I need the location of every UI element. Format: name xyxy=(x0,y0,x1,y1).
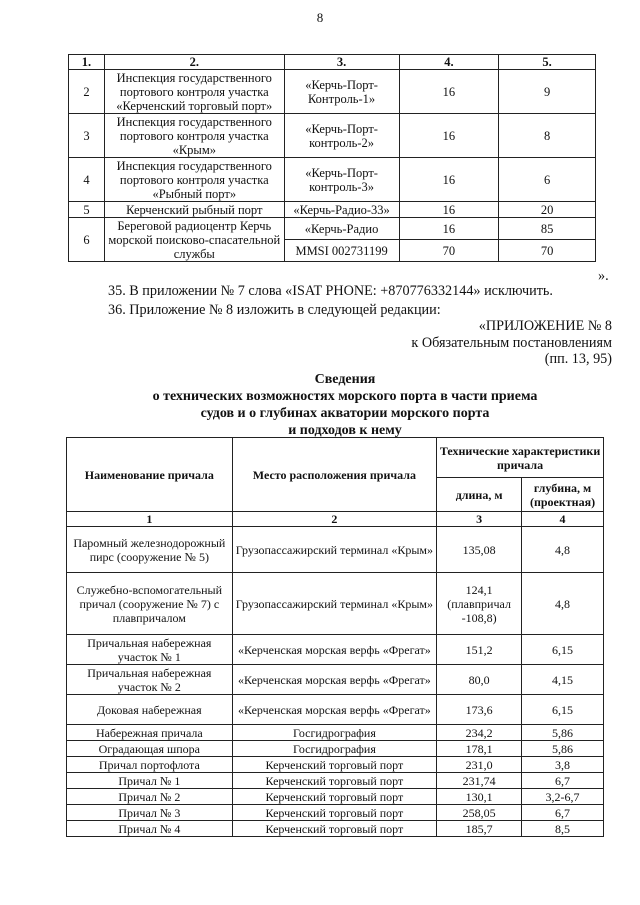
radio-callsign-table xyxy=(68,54,596,262)
berth-depth: 3,8 xyxy=(522,757,604,773)
column-header: 3. xyxy=(284,55,399,70)
berth-depth: 3,2-6,7 xyxy=(522,789,604,805)
berth-name: Причал № 1 xyxy=(67,773,233,789)
berth-length: 178,1 xyxy=(437,741,522,757)
berth-depth: 6,15 xyxy=(522,635,604,665)
mmsi: MMSI 002731199 xyxy=(284,240,399,262)
berth-location: «Керченская морская верфь «Фрегат» xyxy=(232,665,436,695)
berth-length: 130,1 xyxy=(437,789,522,805)
berth-location: Госгидрография xyxy=(232,725,436,741)
paragraph-36: 36. Приложение № 8 изложить в следующей редакции: xyxy=(108,302,441,318)
berth-name: Служебно-вспомогательный причал (сооружение № 7) с плавпричалом xyxy=(67,573,233,635)
organization-name: Береговой радиоцентр Керчь морской поисково-спасательной службы xyxy=(104,218,284,262)
column-header-location: Место расположения причала xyxy=(232,438,436,512)
berth-name: Причальная набережная участок № 1 xyxy=(67,635,233,665)
berth-location: Госгидрография xyxy=(232,741,436,757)
column-header: 5. xyxy=(499,55,596,70)
cell-value: 16 xyxy=(399,114,499,158)
cell-value: 16 xyxy=(399,218,499,240)
document-subheading: и подходов к нему xyxy=(288,423,402,438)
appendix-clauses: (пп. 13, 95) xyxy=(544,351,612,367)
cell-value: 16 xyxy=(399,70,499,114)
berth-length: 234,2 xyxy=(437,725,522,741)
table-row xyxy=(67,757,604,773)
table-row xyxy=(67,695,604,725)
row-number: 4 xyxy=(69,158,105,202)
berth-location: Керченский торговый порт xyxy=(232,773,436,789)
table-row xyxy=(67,665,604,695)
table-row xyxy=(67,527,604,573)
table-row xyxy=(67,635,604,665)
berth-location: Керченский торговый порт xyxy=(232,789,436,805)
berth-name: Оградающая шпора xyxy=(67,741,233,757)
document-heading: Сведения xyxy=(314,372,376,387)
berth-length: 135,08 xyxy=(437,527,522,573)
berth-length: 173,6 xyxy=(437,695,522,725)
berth-name: Причал № 2 xyxy=(67,789,233,805)
berth-length: 231,74 xyxy=(437,773,522,789)
row-number: 3 xyxy=(69,114,105,158)
berth-depth: 5,86 xyxy=(522,725,604,741)
berth-depth: 4,8 xyxy=(522,573,604,635)
column-header: 2. xyxy=(104,55,284,70)
cell-value: 70 xyxy=(399,240,499,262)
row-number: 6 xyxy=(69,218,105,262)
berth-name: Причальная набережная участок № 2 xyxy=(67,665,233,695)
appendix-reference: к Обязательным постановлениям xyxy=(411,335,612,351)
table-row xyxy=(69,114,596,158)
cell-value: 20 xyxy=(499,202,596,218)
page-number: 8 xyxy=(316,10,324,25)
column-header-tech: Технические характеристики причала xyxy=(437,438,604,478)
table-header-row xyxy=(67,438,604,478)
table-row xyxy=(67,821,604,837)
berth-length: 80,0 xyxy=(437,665,522,695)
berth-name: Причал портофлота xyxy=(67,757,233,773)
callsign: «Керчь-Радио xyxy=(284,218,399,240)
row-number: 2 xyxy=(69,70,105,114)
berth-location: Керченский торговый порт xyxy=(232,821,436,837)
berth-table xyxy=(66,437,604,837)
closing-quote: ». xyxy=(598,268,609,284)
berth-location: «Керченская морская верфь «Фрегат» xyxy=(232,635,436,665)
cell-value: 70 xyxy=(499,240,596,262)
berth-location: Керченский торговый порт xyxy=(232,805,436,821)
cell-value: 9 xyxy=(499,70,596,114)
berth-depth: 8,5 xyxy=(522,821,604,837)
berth-length: 151,2 xyxy=(437,635,522,665)
table-header-row xyxy=(69,55,596,70)
callsign: «Керчь-Порт-контроль-3» xyxy=(284,158,399,202)
berth-length: 258,05 xyxy=(437,805,522,821)
column-number: 1 xyxy=(67,512,233,527)
berth-location: Грузопассажирский терминал «Крым» xyxy=(232,573,436,635)
table-row xyxy=(67,789,604,805)
berth-location: Грузопассажирский терминал «Крым» xyxy=(232,527,436,573)
table-row xyxy=(69,218,596,240)
berth-depth: 4,15 xyxy=(522,665,604,695)
table-row xyxy=(67,773,604,789)
document-subheading: судов и о глубинах акватории морского порта xyxy=(200,406,490,421)
berth-location: Керченский торговый порт xyxy=(232,757,436,773)
berth-location: «Керченская морская верфь «Фрегат» xyxy=(232,695,436,725)
document-subheading: о технических возможностях морского порта в части приема xyxy=(152,389,538,404)
callsign: «Керчь-Радио-33» xyxy=(284,202,399,218)
column-number: 4 xyxy=(522,512,604,527)
cell-value: 16 xyxy=(399,158,499,202)
paragraph-35: 35. В приложении № 7 слова «ISAT PHONE: +870776332144» исключить. xyxy=(108,283,553,299)
organization-name: Инспекция государственного портового контроля участка «Керченский торговый порт» xyxy=(104,70,284,114)
column-header: 1. xyxy=(69,55,105,70)
organization-name: Инспекция государственного портового контроля участка «Крым» xyxy=(104,114,284,158)
callsign: «Керчь-Порт-Контроль-1» xyxy=(284,70,399,114)
organization-name: Инспекция государственного портового контроля участка «Рыбный порт» xyxy=(104,158,284,202)
berth-depth: 6,7 xyxy=(522,773,604,789)
berth-depth: 6,7 xyxy=(522,805,604,821)
table-row xyxy=(67,573,604,635)
berth-name: Доковая набережная xyxy=(67,695,233,725)
berth-name: Причал № 3 xyxy=(67,805,233,821)
callsign: «Керчь-Порт-контроль-2» xyxy=(284,114,399,158)
cell-value: 8 xyxy=(499,114,596,158)
berth-name: Набережная причала xyxy=(67,725,233,741)
column-numbers-row xyxy=(67,512,604,527)
table-row xyxy=(67,741,604,757)
berth-length: 231,0 xyxy=(437,757,522,773)
table-row xyxy=(69,158,596,202)
row-number: 5 xyxy=(69,202,105,218)
table-row xyxy=(69,202,596,218)
berth-name: Причал № 4 xyxy=(67,821,233,837)
table-row xyxy=(69,70,596,114)
berth-depth: 5,86 xyxy=(522,741,604,757)
berth-name: Паромный железнодорожный пирс (сооружение № 5) xyxy=(67,527,233,573)
berth-length: 124,1 (плавпричал -108,8) xyxy=(437,573,522,635)
berth-length: 185,7 xyxy=(437,821,522,837)
berth-depth: 4,8 xyxy=(522,527,604,573)
berth-depth: 6,15 xyxy=(522,695,604,725)
column-header-depth: глубина, м (проектная) xyxy=(522,478,604,512)
column-header: 4. xyxy=(399,55,499,70)
column-header-name: Наименование причала xyxy=(67,438,233,512)
organization-name: Керченский рыбный порт xyxy=(104,202,284,218)
cell-value: 16 xyxy=(399,202,499,218)
column-number: 3 xyxy=(437,512,522,527)
table-row xyxy=(67,725,604,741)
column-number: 2 xyxy=(232,512,436,527)
cell-value: 6 xyxy=(499,158,596,202)
table-row xyxy=(67,805,604,821)
cell-value: 85 xyxy=(499,218,596,240)
column-header-length: длина, м xyxy=(437,478,522,512)
appendix-title: «ПРИЛОЖЕНИЕ № 8 xyxy=(478,318,612,334)
